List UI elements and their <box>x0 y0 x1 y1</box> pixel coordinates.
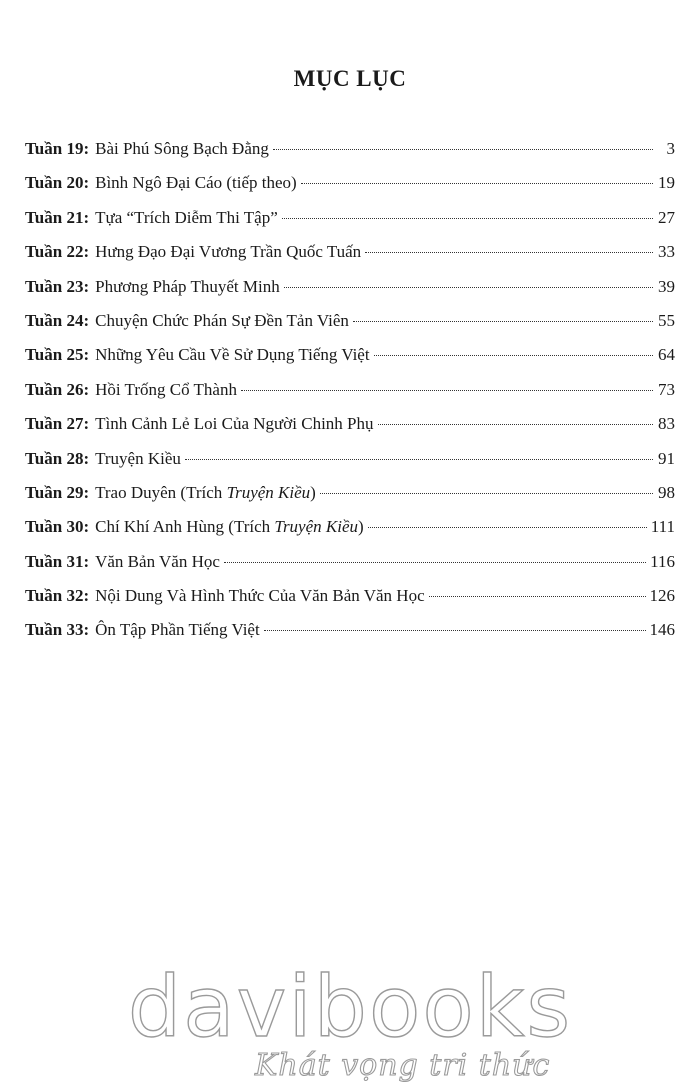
toc-entry-title <box>95 173 297 193</box>
dot-leader <box>264 630 646 631</box>
toc-page-number: 19 <box>658 173 675 193</box>
toc-entry-title-italic: Truyện Kiều <box>274 517 359 537</box>
dot-leader <box>378 424 654 425</box>
toc-page-number: 39 <box>658 276 675 296</box>
toc-entry-title-text: Truyện Kiều <box>95 448 181 468</box>
toc-week-label: Tuần 31: <box>25 551 90 571</box>
toc-week-label: Tuần 27: <box>25 414 90 434</box>
toc-entry-title <box>95 586 425 606</box>
toc-entry-title <box>95 380 237 400</box>
toc-entry <box>25 483 675 517</box>
toc-entry-title <box>95 414 373 434</box>
toc-entry-title-tail: ) <box>310 482 316 502</box>
toc-entry <box>25 380 675 414</box>
dot-leader <box>224 562 646 563</box>
toc-entry <box>25 311 675 345</box>
toc-entry-title-text: Chuyện Chức Phán Sự Đền Tản Viên <box>95 310 349 330</box>
dot-leader <box>273 149 653 150</box>
toc-entry <box>25 277 675 311</box>
toc-entry-title-text: Phương Pháp Thuyết Minh <box>95 276 280 296</box>
toc-page-number: 55 <box>658 310 675 330</box>
toc-entry-title <box>95 242 361 262</box>
table-of-contents <box>25 139 675 655</box>
toc-entry-title-text: Chí Khí Anh Hùng (Trích <box>95 517 275 537</box>
toc-week-label: Tuần 26: <box>25 379 90 399</box>
toc-page-number: 111 <box>650 517 675 537</box>
toc-page-number: 98 <box>658 482 675 502</box>
dot-leader <box>241 390 653 391</box>
toc-entry <box>25 517 675 551</box>
toc-entry-title-text: Bài Phú Sông Bạch Đằng <box>95 139 269 158</box>
toc-entry-title <box>95 449 181 469</box>
toc-entry-title-text: Tựa “Trích Diễm Thi Tập” <box>95 207 278 227</box>
toc-entry-title <box>95 620 260 640</box>
toc-week-label: Tuần 19: <box>25 139 90 158</box>
toc-entry-title-text: Bình Ngô Đại Cáo (tiếp theo) <box>95 173 297 193</box>
toc-page-number: 83 <box>658 414 675 434</box>
toc-week-label: Tuần 29: <box>25 482 90 502</box>
toc-entry <box>25 552 675 586</box>
toc-entry <box>25 620 675 654</box>
toc-entry-title-text: Những Yêu Cầu Về Sử Dụng Tiếng Việt <box>95 345 370 365</box>
dot-leader <box>365 252 653 253</box>
toc-page-number: 146 <box>649 620 675 640</box>
toc-page-number: 126 <box>649 586 675 606</box>
toc-entry <box>25 173 675 207</box>
toc-entry-title-italic: Truyện Kiều <box>226 482 311 502</box>
toc-page-number: 3 <box>666 139 675 158</box>
toc-week-label: Tuần 28: <box>25 448 90 468</box>
toc-entry-title-text: Hưng Đạo Đại Vương Trần Quốc Tuấn <box>95 242 362 262</box>
toc-week-label: Tuần 33: <box>25 620 90 640</box>
toc-entry-title <box>95 208 278 228</box>
toc-entry <box>25 345 675 379</box>
toc-week-label: Tuần 25: <box>25 345 90 365</box>
toc-entry-title-tail: ) <box>358 517 364 537</box>
dot-leader <box>301 183 653 184</box>
toc-entry <box>25 242 675 276</box>
toc-page-number: 116 <box>650 551 675 571</box>
toc-entry-title-text: Trao Duyên (Trích <box>95 482 227 502</box>
dot-leader <box>374 355 653 356</box>
toc-week-label: Tuần 21: <box>25 207 90 227</box>
toc-entry <box>25 208 675 242</box>
toc-entry <box>25 139 675 173</box>
toc-entry-title-text: Ôn Tập Phần Tiếng Việt <box>95 620 260 640</box>
dot-leader <box>353 321 653 322</box>
toc-entry-title-text: Nội Dung Và Hình Thức Của Văn Bản Văn Học <box>95 586 425 606</box>
toc-page-number: 33 <box>658 242 675 262</box>
watermark-tagline: Khát vọng tri thức <box>255 1048 551 1083</box>
toc-entry-title-text: Văn Bản Văn Học <box>95 551 220 571</box>
toc-page-number: 27 <box>658 207 675 227</box>
dot-leader <box>185 459 653 460</box>
toc-entry-title <box>95 311 349 331</box>
page-title: MỤC LỤC <box>293 66 407 91</box>
toc-entry-title <box>95 483 316 503</box>
toc-entry-title <box>95 345 369 365</box>
toc-entry <box>25 449 675 483</box>
dot-leader <box>284 287 653 288</box>
dot-leader <box>320 493 653 494</box>
toc-week-label: Tuần 23: <box>25 276 90 296</box>
toc-entry <box>25 586 675 620</box>
toc-entry-title-text: Hồi Trống Cổ Thành <box>95 379 237 399</box>
toc-page-number: 73 <box>658 379 675 399</box>
toc-page-number: 91 <box>658 448 675 468</box>
dot-leader <box>429 596 646 597</box>
toc-week-label: Tuần 20: <box>25 173 90 193</box>
toc-entry-title <box>95 277 280 297</box>
toc-entry-title <box>95 139 269 159</box>
toc-page-number: 64 <box>658 345 675 365</box>
toc-entry <box>25 414 675 448</box>
toc-entry-title-text: Tình Cảnh Lẻ Loi Của Người Chinh Phụ <box>95 414 374 434</box>
toc-week-label: Tuần 32: <box>25 586 90 606</box>
toc-week-label: Tuần 22: <box>25 242 90 262</box>
toc-week-label: Tuần 30: <box>25 517 90 537</box>
dot-leader <box>282 218 653 219</box>
dot-leader <box>368 527 647 528</box>
toc-entry-title <box>95 552 220 572</box>
watermark-logo: davibooks <box>127 958 573 1056</box>
toc-entry-title <box>95 517 364 537</box>
toc-week-label: Tuần 24: <box>25 310 90 330</box>
